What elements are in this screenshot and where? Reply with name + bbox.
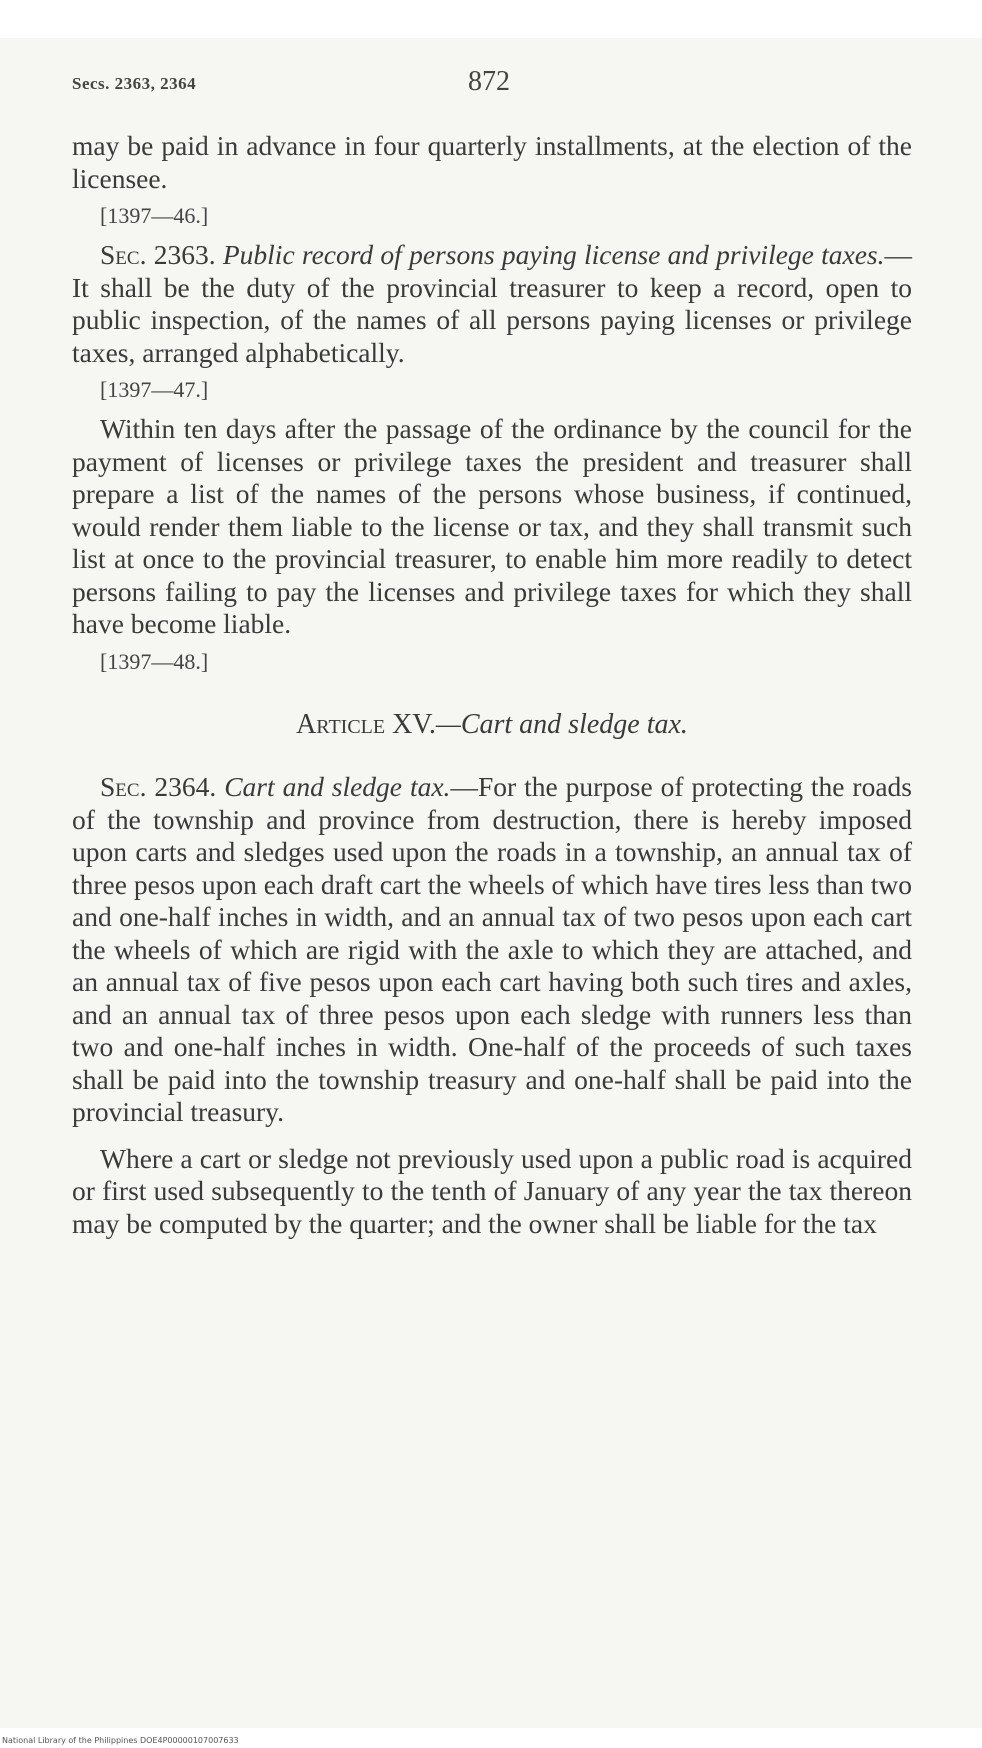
section-label: Sec. 2364. xyxy=(100,771,217,802)
section-2363-paragraph xyxy=(72,239,912,369)
article-title: —Cart and sledge tax. xyxy=(435,708,688,740)
continuation-paragraph: may be paid in advance in four quarterly installments, at the election of the licensee. xyxy=(72,130,912,194)
page-number: 872 xyxy=(468,66,510,97)
article-label: Article XV. xyxy=(296,708,436,740)
section-heading: Cart and sledge tax. xyxy=(224,771,451,802)
section-reference: Secs. 2363, 2364 xyxy=(72,74,197,93)
paragraph-within-ten-days: Within ten days after the passage of the ordinance by the council for the payment of licenses or privilege taxes the president and treasurer shall prepare a list of the names of the persons whose business, if continued, would render them liable to the license or tax, and they shall transmit such list at once to the provincial treasurer, to enable him more readily to detect persons failing to pay the licenses and privilege taxes for which they shall have become liable. xyxy=(72,413,912,639)
article-heading xyxy=(72,709,912,742)
paragraph-where-cart: Where a cart or sledge not previously used upon a public road is acquired or first used subsequently to the tenth of January of any year the tax thereon may be computed by the quarter; and the owner shall be liable for the tax xyxy=(72,1142,912,1239)
citation: [1397—48.] xyxy=(100,648,209,674)
section-heading: Public record of persons paying license and privilege taxes. xyxy=(222,239,885,270)
citation: [1397—47.] xyxy=(100,377,209,402)
footer-credit: National Library of the Philippines DOE4P00000107007633 xyxy=(2,1736,239,1745)
section-2364-paragraph xyxy=(72,771,912,1129)
page-header xyxy=(72,66,912,106)
section-text: —For the purpose of protecting the roads of the township and province from destruction, there is hereby imposed upon carts and sledges used upon the roads in a township, an annual tax of three pesos upon each draft cart the wheels of which have tires less than two and one-half inches in width, and an annual tax of two pesos upon each cart the wheels of which are rigid with the axle to which they are attached, and an annual tax of five pesos upon each cart having both such tires and axles, and an annual tax of three pesos upon each sledge with runners less than two and one-half inches in width. One-half of the proceeds of such taxes shall be paid into the township treasury and one-half shall be paid into the provincial treasury. xyxy=(72,771,912,1127)
section-text: —It shall be the duty of the provincial treasurer to keep a record, open to public inspection, of the names of all persons paying licenses or privilege taxes, arranged alphabetically. xyxy=(72,239,913,368)
section-label: Sec. 2363. xyxy=(100,239,216,270)
page-body xyxy=(72,130,912,1240)
citation: [1397—46.] xyxy=(100,203,209,228)
